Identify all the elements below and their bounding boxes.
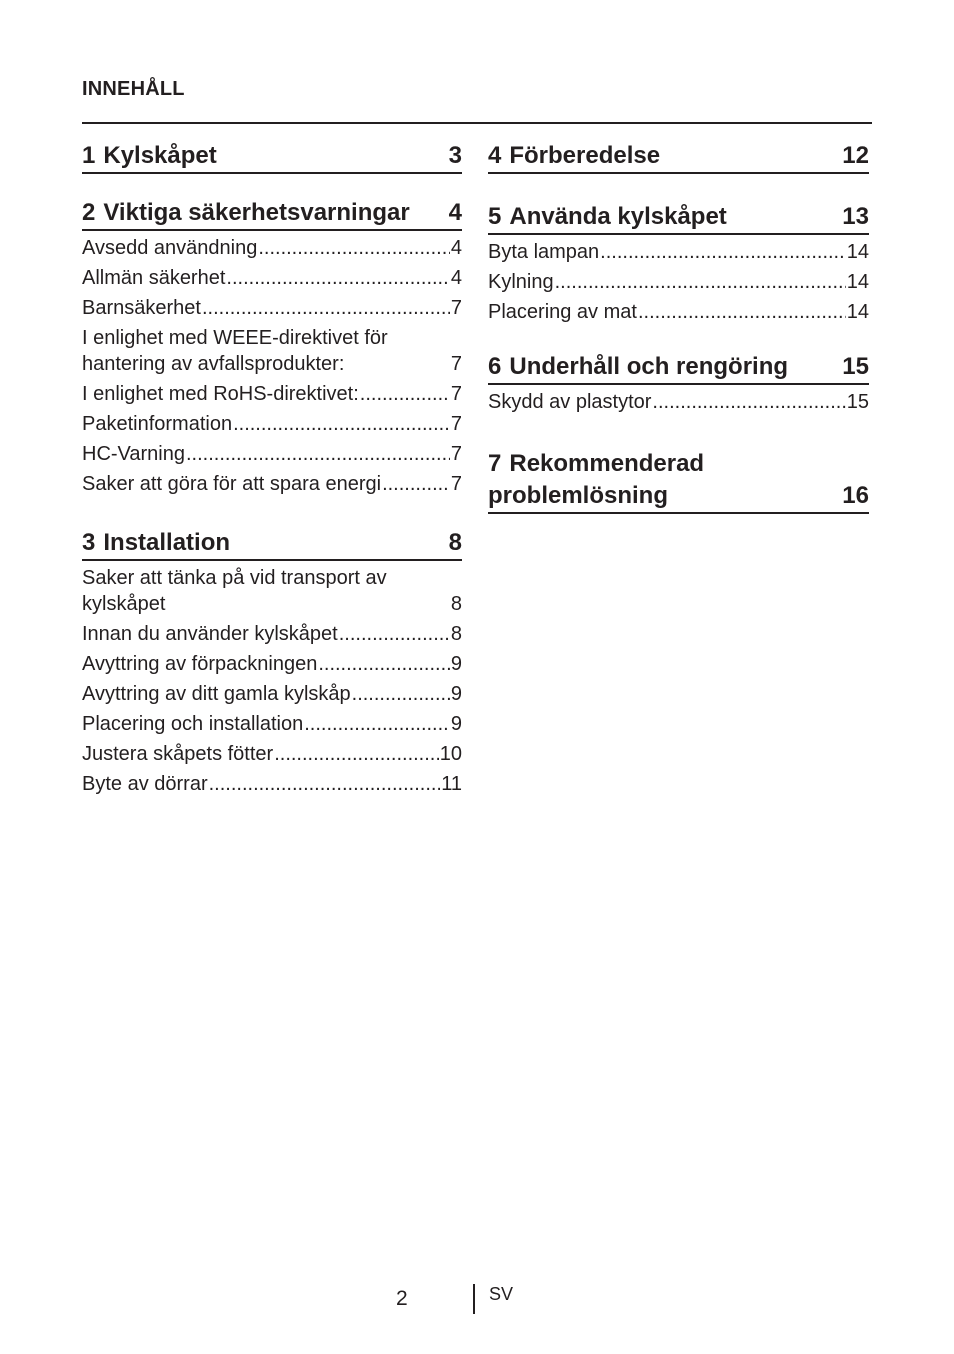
toc-entry[interactable] [82, 679, 462, 709]
dot-leader [318, 651, 450, 677]
toc-entry-label: Saker att tänka på vid transport av kylskåpet [82, 567, 387, 615]
toc-entry-label: Paketinformation [82, 413, 233, 435]
chapter-heading[interactable] [488, 351, 869, 385]
toc-entry-page-number: 10 [439, 743, 462, 765]
toc-entry-list [82, 233, 462, 499]
chapter-heading[interactable] [488, 201, 869, 235]
toc-column-left [82, 140, 462, 799]
dot-leader [360, 381, 450, 407]
chapter-number: 6 [488, 353, 502, 380]
toc-entry-page-number: 7 [450, 443, 462, 465]
dot-leader [274, 741, 439, 767]
toc-entry-label: HC-Varning [82, 443, 185, 465]
dot-leader [555, 269, 846, 295]
toc-column-right [488, 140, 869, 514]
toc-entry[interactable] [82, 563, 462, 619]
toc-entry-page-number: 9 [450, 653, 462, 675]
chapter-page-number: 4 [448, 199, 462, 226]
chapter-page-number: 8 [448, 529, 462, 556]
dot-leader [600, 239, 846, 265]
chapter-number: 3 [82, 529, 96, 556]
toc-chapter [82, 197, 462, 499]
dot-leader [652, 389, 845, 415]
toc-entry-page-number: 4 [450, 237, 462, 259]
toc-entry-page-number: 7 [450, 297, 462, 319]
toc-entry[interactable] [488, 267, 869, 297]
toc-entry-label: Byte av dörrar [82, 773, 208, 795]
toc-entry-page-number: 7 [450, 413, 462, 435]
toc-entry-page-number: 7 [450, 383, 462, 405]
toc-entry-page-number: 9 [450, 713, 462, 735]
chapter-page-number: 15 [842, 353, 869, 380]
dot-leader [382, 471, 450, 497]
toc-entry-page-number: 9 [450, 683, 462, 705]
chapter-title: Använda kylskåpet [509, 203, 727, 230]
footer-divider [473, 1284, 475, 1314]
chapter-page-number: 12 [842, 142, 869, 169]
chapter-title: Viktiga säkerhetsvarningar [103, 199, 410, 226]
toc-entry-label: I enlighet med WEEE-direktivet för hantering av avfallsprodukter: [82, 327, 388, 375]
chapter-heading[interactable] [82, 527, 462, 561]
toc-entry-page-number: 7 [450, 473, 462, 495]
toc-entry-label: Avsedd användning [82, 237, 258, 259]
toc-entry-label: Avyttring av förpackningen [82, 653, 318, 675]
toc-chapter [82, 140, 462, 174]
toc-entry[interactable] [82, 263, 462, 293]
toc-entry-label: Kylning [488, 271, 554, 293]
dot-leader [352, 681, 450, 707]
toc-entry-label: Avyttring av ditt gamla kylskåp [82, 683, 351, 705]
toc-entry[interactable] [488, 237, 869, 267]
chapter-number: 4 [488, 142, 502, 169]
toc-entry[interactable] [82, 709, 462, 739]
chapter-heading[interactable] [488, 448, 869, 514]
chapter-heading[interactable] [82, 140, 462, 174]
toc-entry[interactable] [82, 409, 462, 439]
toc-entry-label: Placering av mat [488, 301, 637, 323]
toc-chapter [488, 448, 869, 514]
toc-entry[interactable] [82, 293, 462, 323]
chapter-page-number: 13 [842, 203, 869, 230]
chapter-title: Installation [103, 529, 231, 556]
toc-chapter [82, 527, 462, 799]
toc-chapter [488, 140, 869, 174]
chapter-title: Förberedelse [509, 142, 661, 169]
chapter-number: 2 [82, 199, 96, 226]
toc-chapter [488, 201, 869, 327]
language-code: SV [489, 1284, 514, 1304]
chapter-number: 1 [82, 142, 96, 169]
page-title: INNEHÅLL [82, 78, 185, 100]
dot-leader [209, 771, 441, 797]
toc-entry[interactable] [82, 619, 462, 649]
toc-entry-label: Barnsäkerhet [82, 297, 201, 319]
toc-entry[interactable] [82, 739, 462, 769]
header-divider [82, 122, 872, 124]
toc-entry[interactable] [488, 297, 869, 327]
toc-entry[interactable] [82, 769, 462, 799]
toc-entry-page-number: 8 [450, 623, 462, 645]
toc-entry-page-number: 14 [846, 271, 869, 293]
toc-entry-label: Innan du använder kylskåpet [82, 623, 338, 645]
toc-entry[interactable] [488, 387, 869, 417]
chapter-number: 7 [488, 450, 502, 477]
toc-entry-label: Byta lampan [488, 241, 600, 263]
dot-leader [186, 441, 450, 467]
dot-leader [226, 265, 449, 291]
toc-entry-list [488, 387, 869, 417]
toc-entry[interactable] [82, 323, 462, 379]
toc-entry-label: Placering och installation [82, 713, 304, 735]
toc-entry[interactable] [82, 649, 462, 679]
chapter-page-number: 16 [842, 482, 869, 509]
toc-entry-list [82, 563, 462, 799]
toc-entry-page-number: 15 [846, 391, 869, 413]
toc-entry[interactable] [82, 379, 462, 409]
toc-entry-page-number: 7 [450, 353, 462, 375]
dot-leader [258, 235, 450, 261]
page-number: 2 [396, 1287, 408, 1310]
chapter-heading[interactable] [488, 140, 869, 174]
chapter-number: 5 [488, 203, 502, 230]
toc-entry-page-number: 14 [846, 241, 869, 263]
toc-entry-page-number: 4 [450, 267, 462, 289]
toc-entry-label: I enlighet med RoHS-direktivet: [82, 383, 359, 405]
toc-entry-page-number: 14 [846, 301, 869, 323]
toc-entry-page-number: 11 [441, 773, 462, 795]
chapter-heading[interactable] [82, 197, 462, 231]
chapter-page-number: 3 [448, 142, 462, 169]
toc-entry-page-number: 8 [450, 593, 462, 615]
chapter-title: Underhåll och rengöring [509, 353, 789, 380]
toc-chapter [488, 351, 869, 417]
dot-leader [339, 621, 450, 647]
dot-leader [304, 711, 450, 737]
dot-leader [202, 295, 450, 321]
chapter-title: Kylskåpet [103, 142, 217, 169]
chapter-title: Rekommenderad problemlösning [488, 450, 705, 509]
toc-entry[interactable] [82, 233, 462, 263]
toc-entry-label: Skydd av plastytor [488, 391, 652, 413]
dot-leader [638, 299, 846, 325]
toc-entry-list [488, 237, 869, 327]
toc-entry-label: Justera skåpets fötter [82, 743, 274, 765]
dot-leader [233, 411, 450, 437]
toc-entry-label: Saker att göra för att spara energi [82, 473, 382, 495]
toc-entry-label: Allmän säkerhet [82, 267, 226, 289]
toc-entry[interactable] [82, 439, 462, 469]
toc-entry[interactable] [82, 469, 462, 499]
